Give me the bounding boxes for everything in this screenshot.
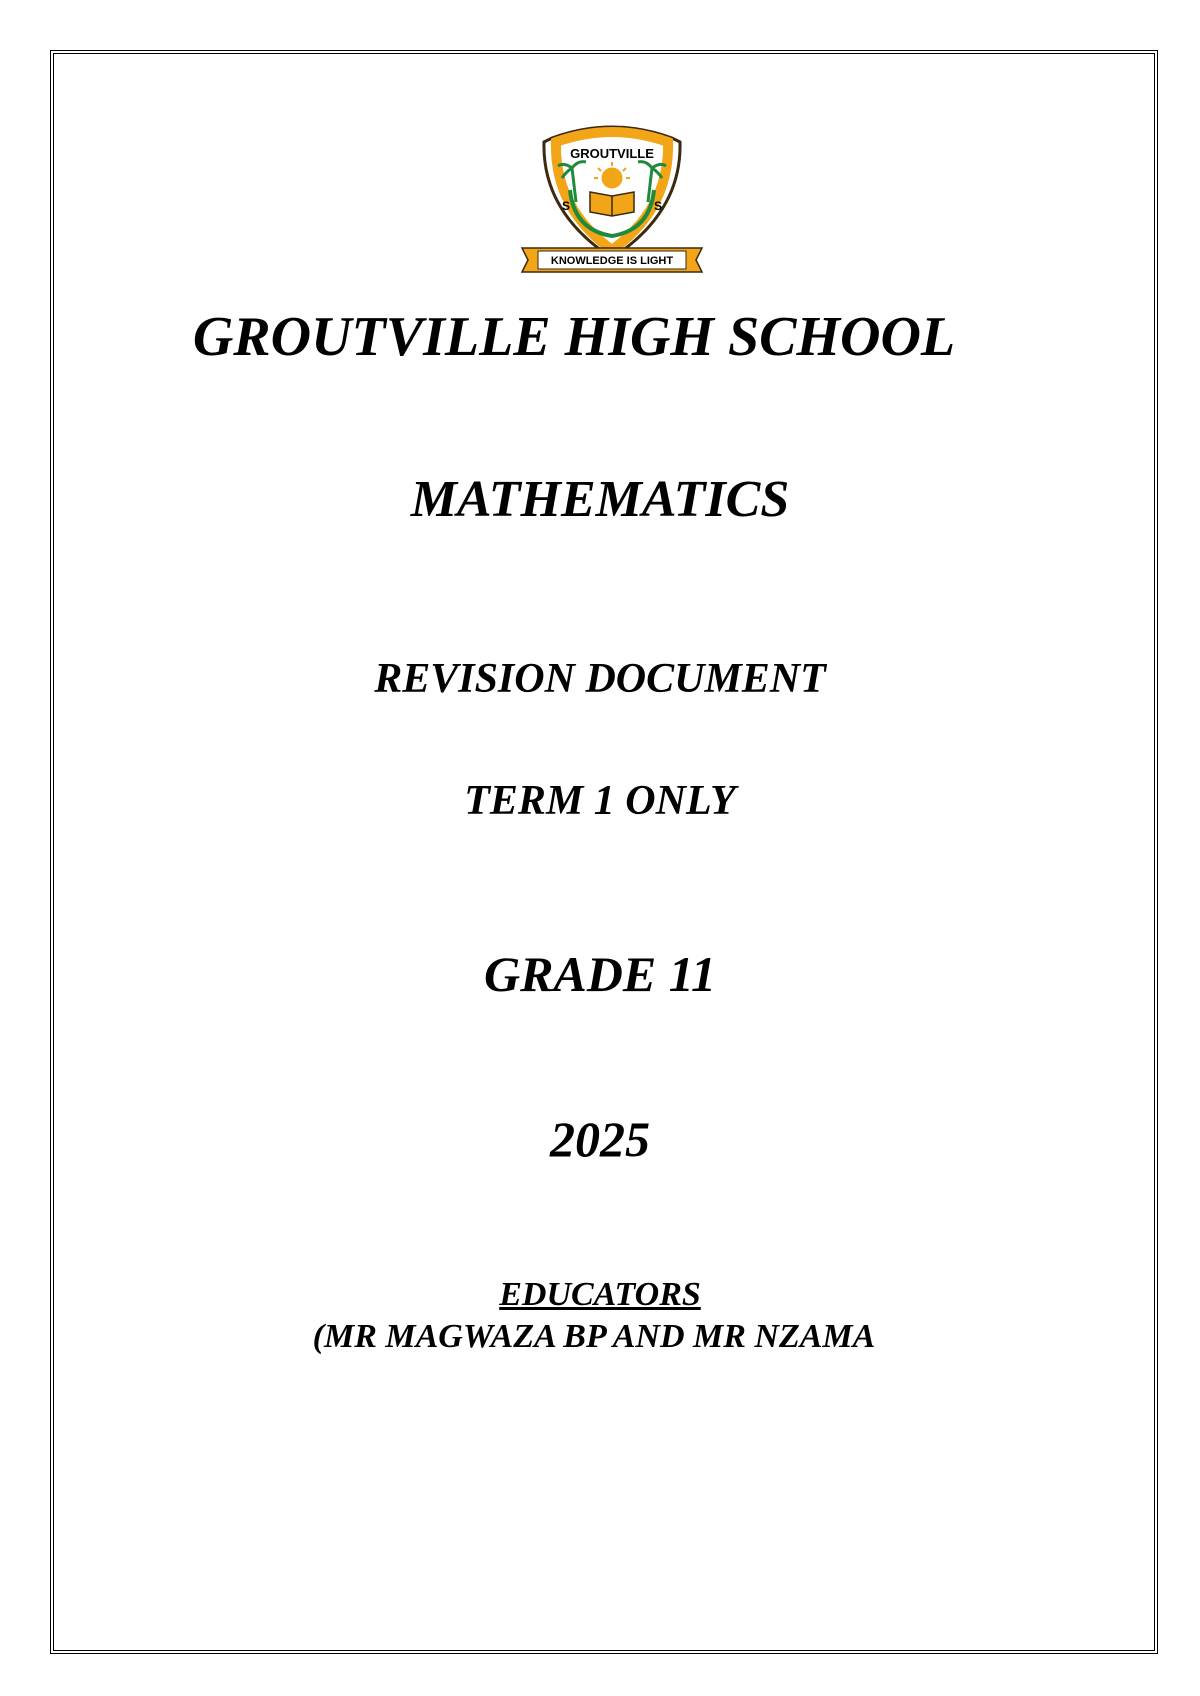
subject-heading: MATHEMATICS bbox=[410, 471, 790, 528]
grade-heading: GRADE 11 bbox=[483, 946, 716, 1002]
term-heading: TERM 1 ONLY bbox=[464, 778, 736, 824]
crest-banner-text: GROUTVILLE bbox=[570, 146, 654, 161]
school-crest-logo bbox=[514, 120, 710, 280]
educators-heading: EDUCATORS bbox=[499, 1276, 701, 1313]
crest-book bbox=[590, 192, 634, 216]
year-heading: 2025 bbox=[550, 1111, 650, 1167]
page-border bbox=[50, 50, 1158, 1654]
crest-letter-right: S bbox=[653, 199, 663, 213]
school-name-title: GROUTVILLE HIGH SCHOOL bbox=[192, 306, 956, 368]
crest-letter-left: S bbox=[561, 199, 571, 213]
crest-motto-text: KNOWLEDGE IS LIGHT bbox=[550, 255, 674, 267]
educators-names: (MR MAGWAZA BP AND MR NZAMA bbox=[312, 1318, 876, 1355]
document-type-heading: REVISION DOCUMENT bbox=[374, 656, 826, 702]
